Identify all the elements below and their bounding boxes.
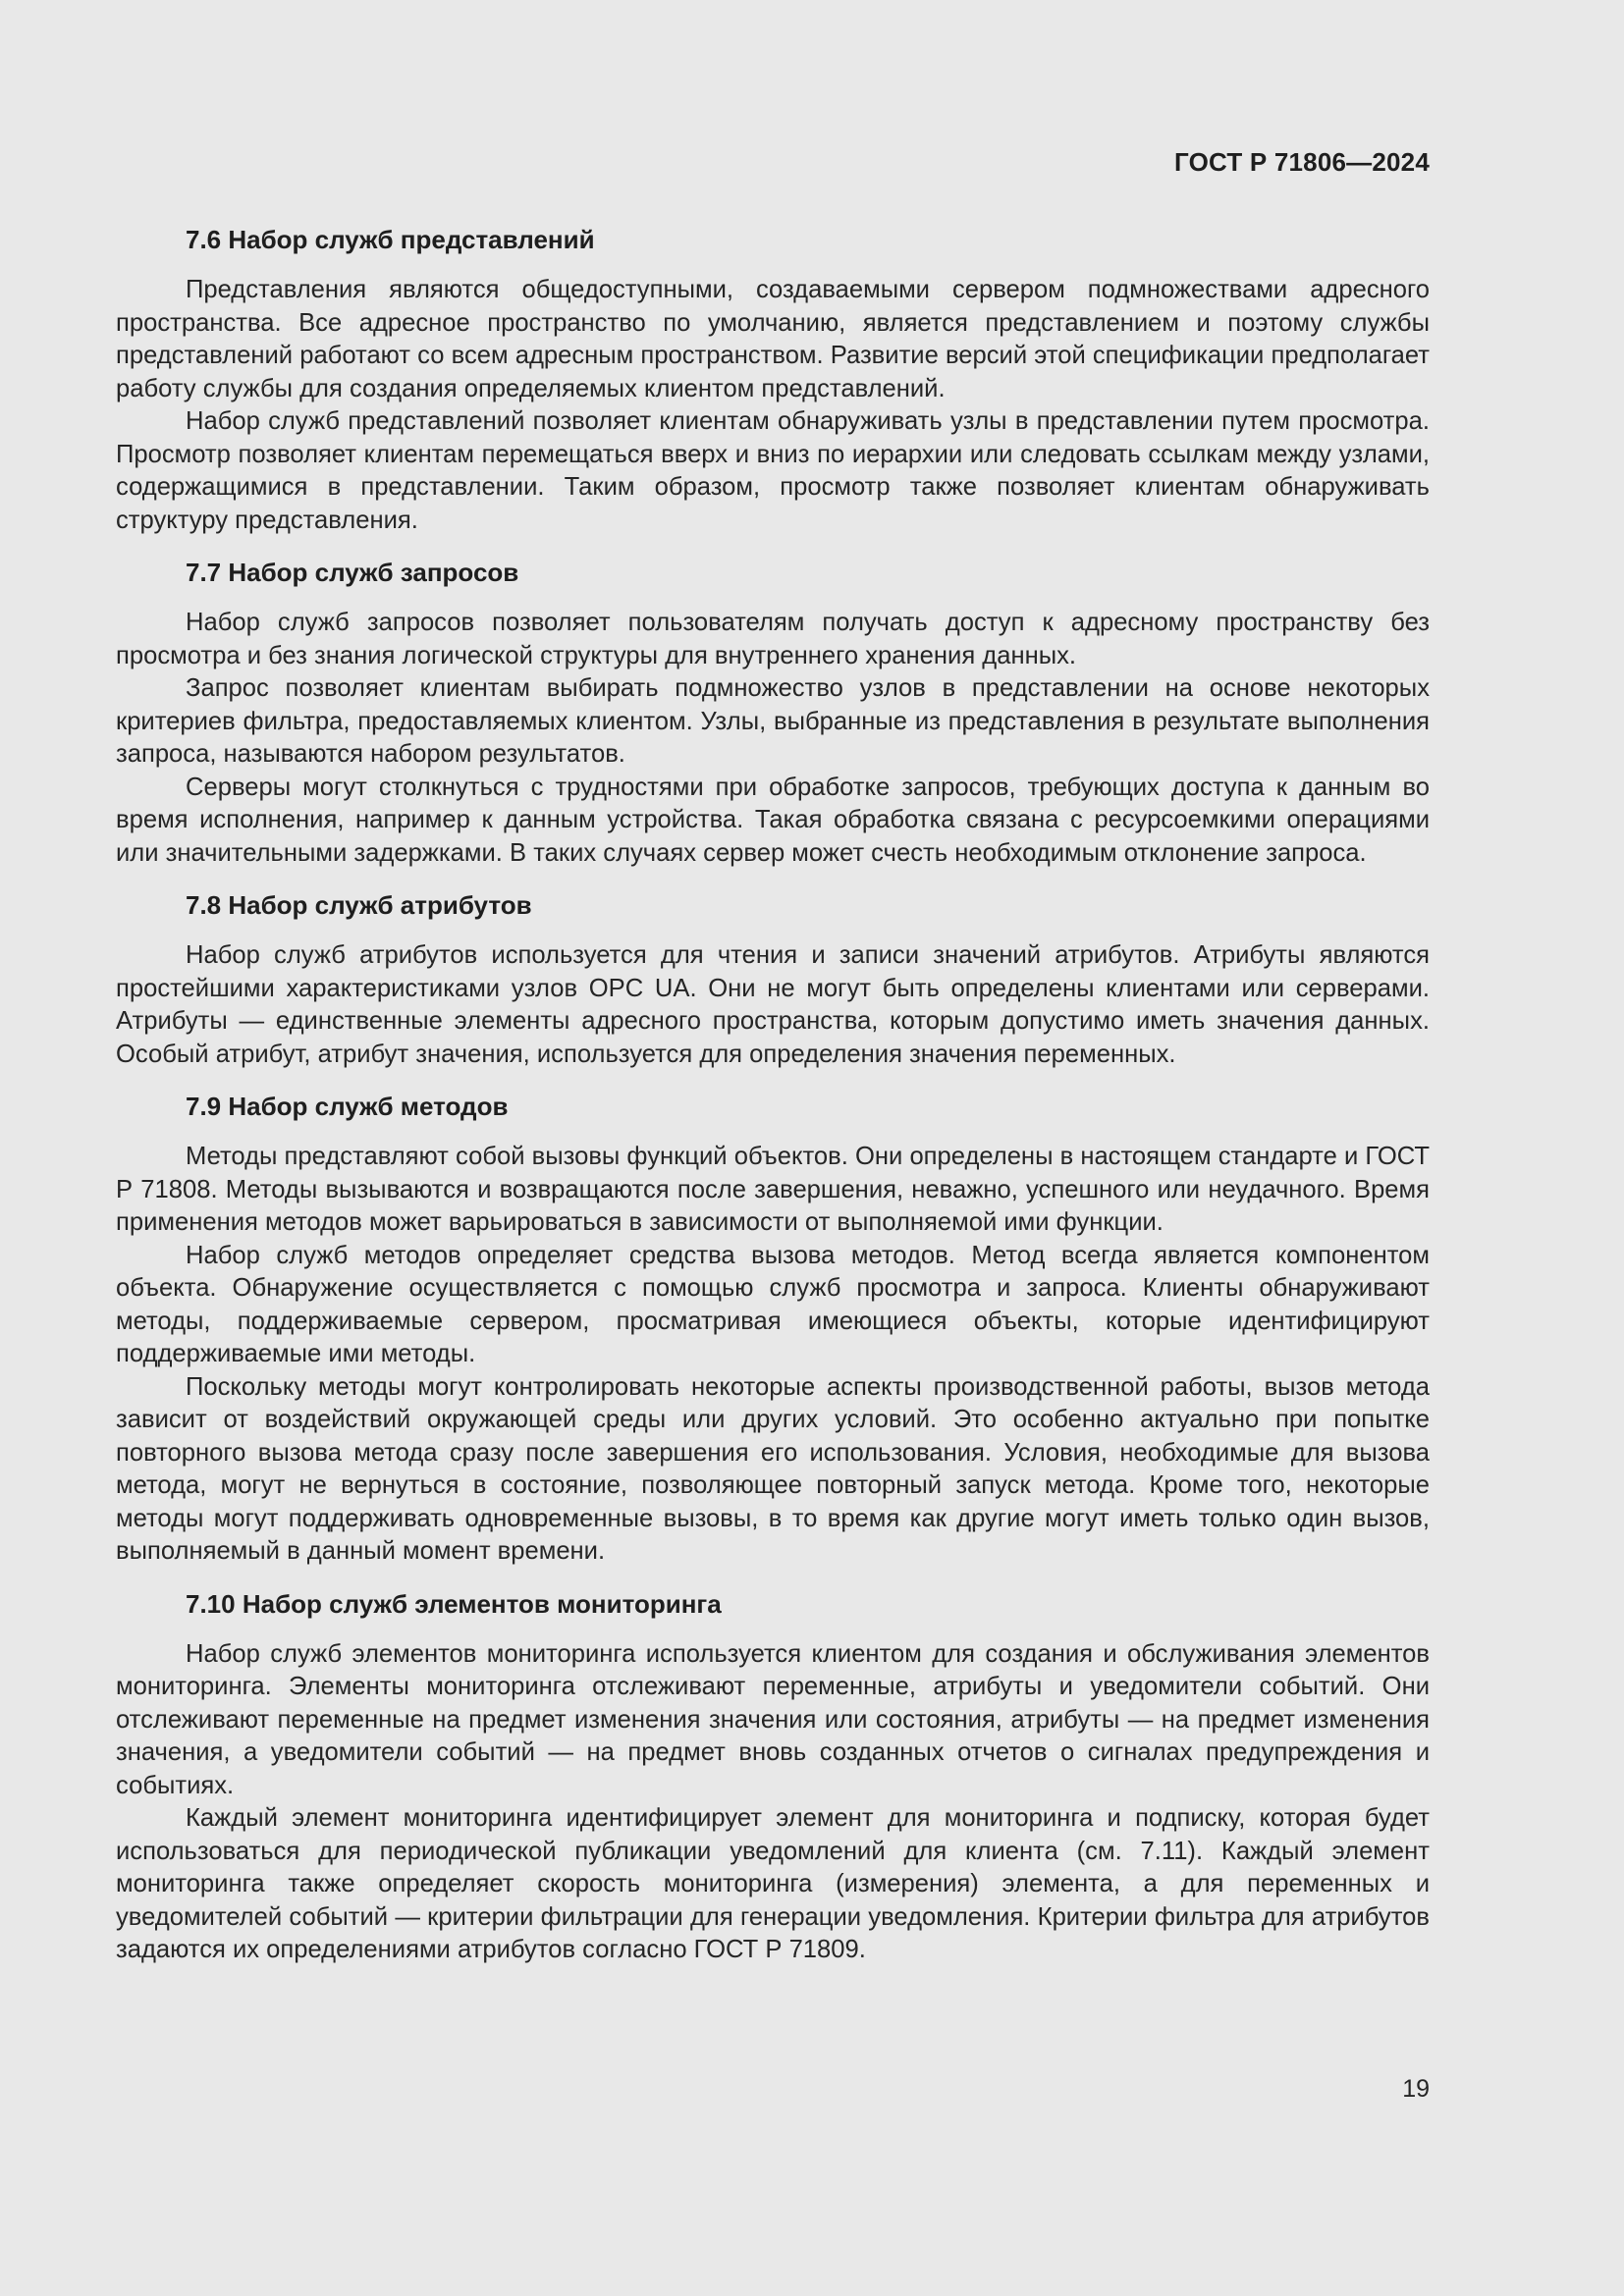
paragraph: Представления являются общедоступными, создаваемыми сервером подмножествами адресного пространства. Все адресное пространство по умолчанию, является представлением и поэтому службы представлений работают со всем адресным пространством. Развитие версий этой спецификации предполагает работу службы для создания определяемых клиентом представлений. [116, 276, 1430, 402]
paragraph: Набор служб элементов мониторинга используется клиентом для создания и обслуживания элементов мониторинга. Элементы мониторинга отслеживают переменные, атрибуты и уведомители событий. Они отслеживают переменные на предмет изменения значения или состояния, атрибуты — на предмет изменения значения, а уведомители событий — на предмет вновь созданных отчетов о сигналах предупреждения и событиях. [116, 1639, 1430, 1799]
section-title: 7.8 Набор служб атрибутов [186, 890, 532, 920]
page-number: 19 [1402, 2075, 1430, 2103]
document-code-header: ГОСТ Р 71806—2024 [1174, 147, 1430, 177]
paragraph: Поскольку методы могут контролировать некоторые аспекты производственной работы, вызов метода зависит от воздействий окружающей среды или других условий. Это особенно актуально при попытке повторного вызова метода сразу после завершения его использования. Условия, необходимые для вызова метода, могут не вернуться в состояние, позволяющее повторный запуск метода. Кроме того, некоторые методы могут поддерживать одновременные вызовы, в то время как другие могут иметь только один вызов, выполняемый в данный момент времени. [116, 1372, 1430, 1565]
section-7-6 [116, 224, 1430, 537]
paragraph: Методы представляют собой вызовы функций объектов. Они определены в настоящем стандарте и ГОСТ Р 71808. Методы вызываются и возвращаются после завершения, неважно, успешного или неудачного. Время применения методов может варьироваться в зависимости от выполняемой ими функции. [116, 1143, 1430, 1236]
section-title: 7.7 Набор служб запросов [186, 558, 519, 587]
section-title: 7.6 Набор служб представлений [186, 225, 595, 254]
document-body [116, 224, 1430, 1967]
section-7-10 [116, 1588, 1430, 1967]
paragraph: Серверы могут столкнуться с трудностями при обработке запросов, требующих доступа к данным во время исполнения, например к данным устройства. Такая обработка связана с ресурсоемкими операциями или значительными задержками. В таких случаях сервер может счесть необходимым отклонение запроса. [116, 773, 1430, 867]
paragraph: Набор служб представлений позволяет клиентам обнаруживать узлы в представлении путем просмотра. Просмотр позволяет клиентам перемещаться вверх и вниз по иерархии или следовать ссылкам между узлами, содержащимися в представлении. Таким образом, просмотр также позволяет клиентам обнаруживать структуру представления. [116, 407, 1430, 534]
paragraph: Набор служб атрибутов используется для чтения и записи значений атрибутов. Атрибуты являются простейшими характеристиками узлов OPC UA. Они не могут быть определены клиентами или серверами. Атрибуты — единственные элементы адресного пространства, которым допустимо иметь значения данных. Особый атрибут, атрибут значения, используется для определения значения переменных. [116, 941, 1430, 1068]
paragraph: Набор служб методов определяет средства вызова методов. Метод всегда является компонентом объекта. Обнаружение осуществляется с помощью служб просмотра и запроса. Клиенты обнаруживают методы, поддерживаемые сервером, просматривая имеющиеся объекты, которые идентифицируют поддерживаемые ими методы. [116, 1241, 1430, 1367]
section-7-9 [116, 1091, 1430, 1569]
paragraph: Набор служб запросов позволяет пользователям получать доступ к адресному пространству без просмотра и без знания логической структуры для внутреннего хранения данных. [116, 609, 1430, 669]
paragraph: Запрос позволяет клиентам выбирать подмножество узлов в представлении на основе некоторых критериев фильтра, предоставляемых клиентом. Узлы, выбранные из представления в результате выполнения запроса, называются набором результатов. [116, 674, 1430, 768]
section-title: 7.10 Набор служб элементов мониторинга [186, 1588, 722, 1619]
section-7-8 [116, 889, 1430, 1071]
paragraph: Каждый элемент мониторинга идентифицирует элемент для мониторинга и подписку, которая будет использоваться для периодической публикации уведомлений для клиента (см. 7.11). Каждый элемент мониторинга также определяет скорость мониторинга (измерения) элемента, а для переменных и уведомителей событий — критерии фильтрации для генерации уведомления. Критерии фильтра для атрибутов задаются их определениями атрибутов согласно ГОСТ Р 71809. [116, 1804, 1430, 1963]
section-7-7 [116, 557, 1430, 870]
section-title: 7.9 Набор служб методов [186, 1092, 509, 1121]
